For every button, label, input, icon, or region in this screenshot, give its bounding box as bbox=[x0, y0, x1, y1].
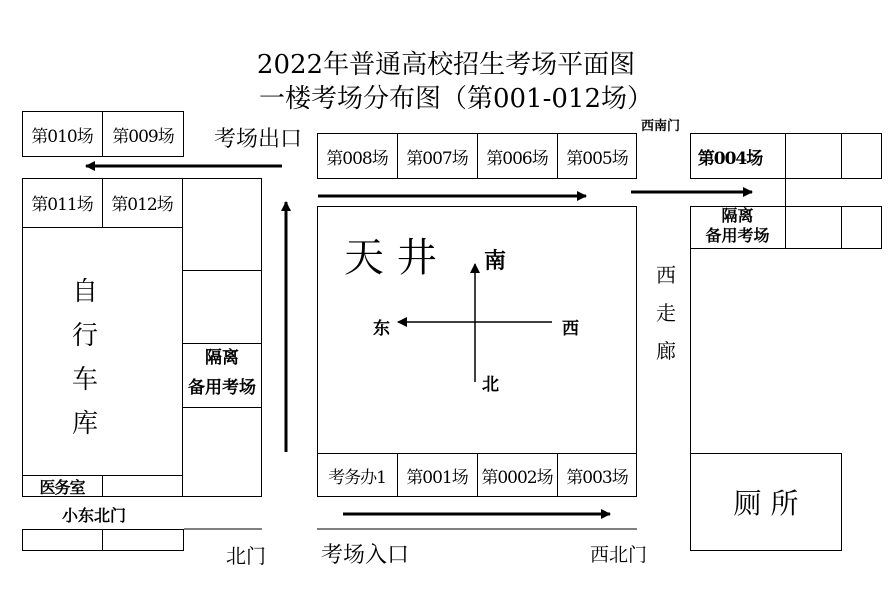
room-008: 第008场 bbox=[326, 148, 388, 169]
room-012: 第012场 bbox=[111, 195, 173, 215]
northwest-gate-label: 西北门 bbox=[590, 544, 648, 566]
room-010: 第010场 bbox=[31, 126, 93, 147]
north-gate-label: 北门 bbox=[226, 544, 266, 568]
compass-north: 北 bbox=[482, 375, 499, 395]
isolation-left-line2: 备用考场 bbox=[188, 378, 256, 398]
exam-exit-label: 考场出口 bbox=[214, 127, 303, 152]
southwest-gate-label: 西南门 bbox=[641, 119, 681, 134]
room-003: 第003场 bbox=[566, 467, 628, 488]
bike-shed-label: 自行车库 bbox=[71, 277, 98, 439]
room-001: 第001场 bbox=[406, 467, 468, 488]
room-011: 第011场 bbox=[31, 195, 93, 215]
room-006: 第006场 bbox=[486, 148, 548, 169]
medical-room: 医务室 bbox=[39, 477, 85, 497]
small-east-north-gate-label: 小东北门 bbox=[62, 506, 127, 525]
isolation-right-line2: 备用考场 bbox=[705, 226, 770, 245]
compass-west: 西 bbox=[562, 319, 579, 339]
isolation-right-line1: 隔离 bbox=[721, 206, 754, 225]
room-005: 第005场 bbox=[566, 148, 628, 169]
room-009: 第009场 bbox=[112, 126, 174, 147]
page-title: 2022年普通高校招生考场平面图 bbox=[256, 50, 636, 80]
room-0002: 第0002场 bbox=[481, 467, 553, 488]
room-004: 第004场 bbox=[697, 148, 763, 169]
isolation-left-line1: 隔离 bbox=[205, 348, 239, 368]
toilet-label: 厕 所 bbox=[733, 487, 799, 520]
courtyard-label: 天 井 bbox=[344, 235, 437, 281]
exam-office-1: 考务办1 bbox=[328, 467, 386, 488]
exam-entrance-label: 考场入口 bbox=[321, 543, 410, 568]
compass-east: 东 bbox=[373, 319, 390, 339]
west-corridor-label: 西走廊 bbox=[656, 263, 676, 363]
page-subtitle: 一楼考场分布图（第001-012场） bbox=[258, 84, 654, 114]
compass-south: 南 bbox=[484, 248, 507, 274]
room-007: 第007场 bbox=[406, 148, 468, 169]
